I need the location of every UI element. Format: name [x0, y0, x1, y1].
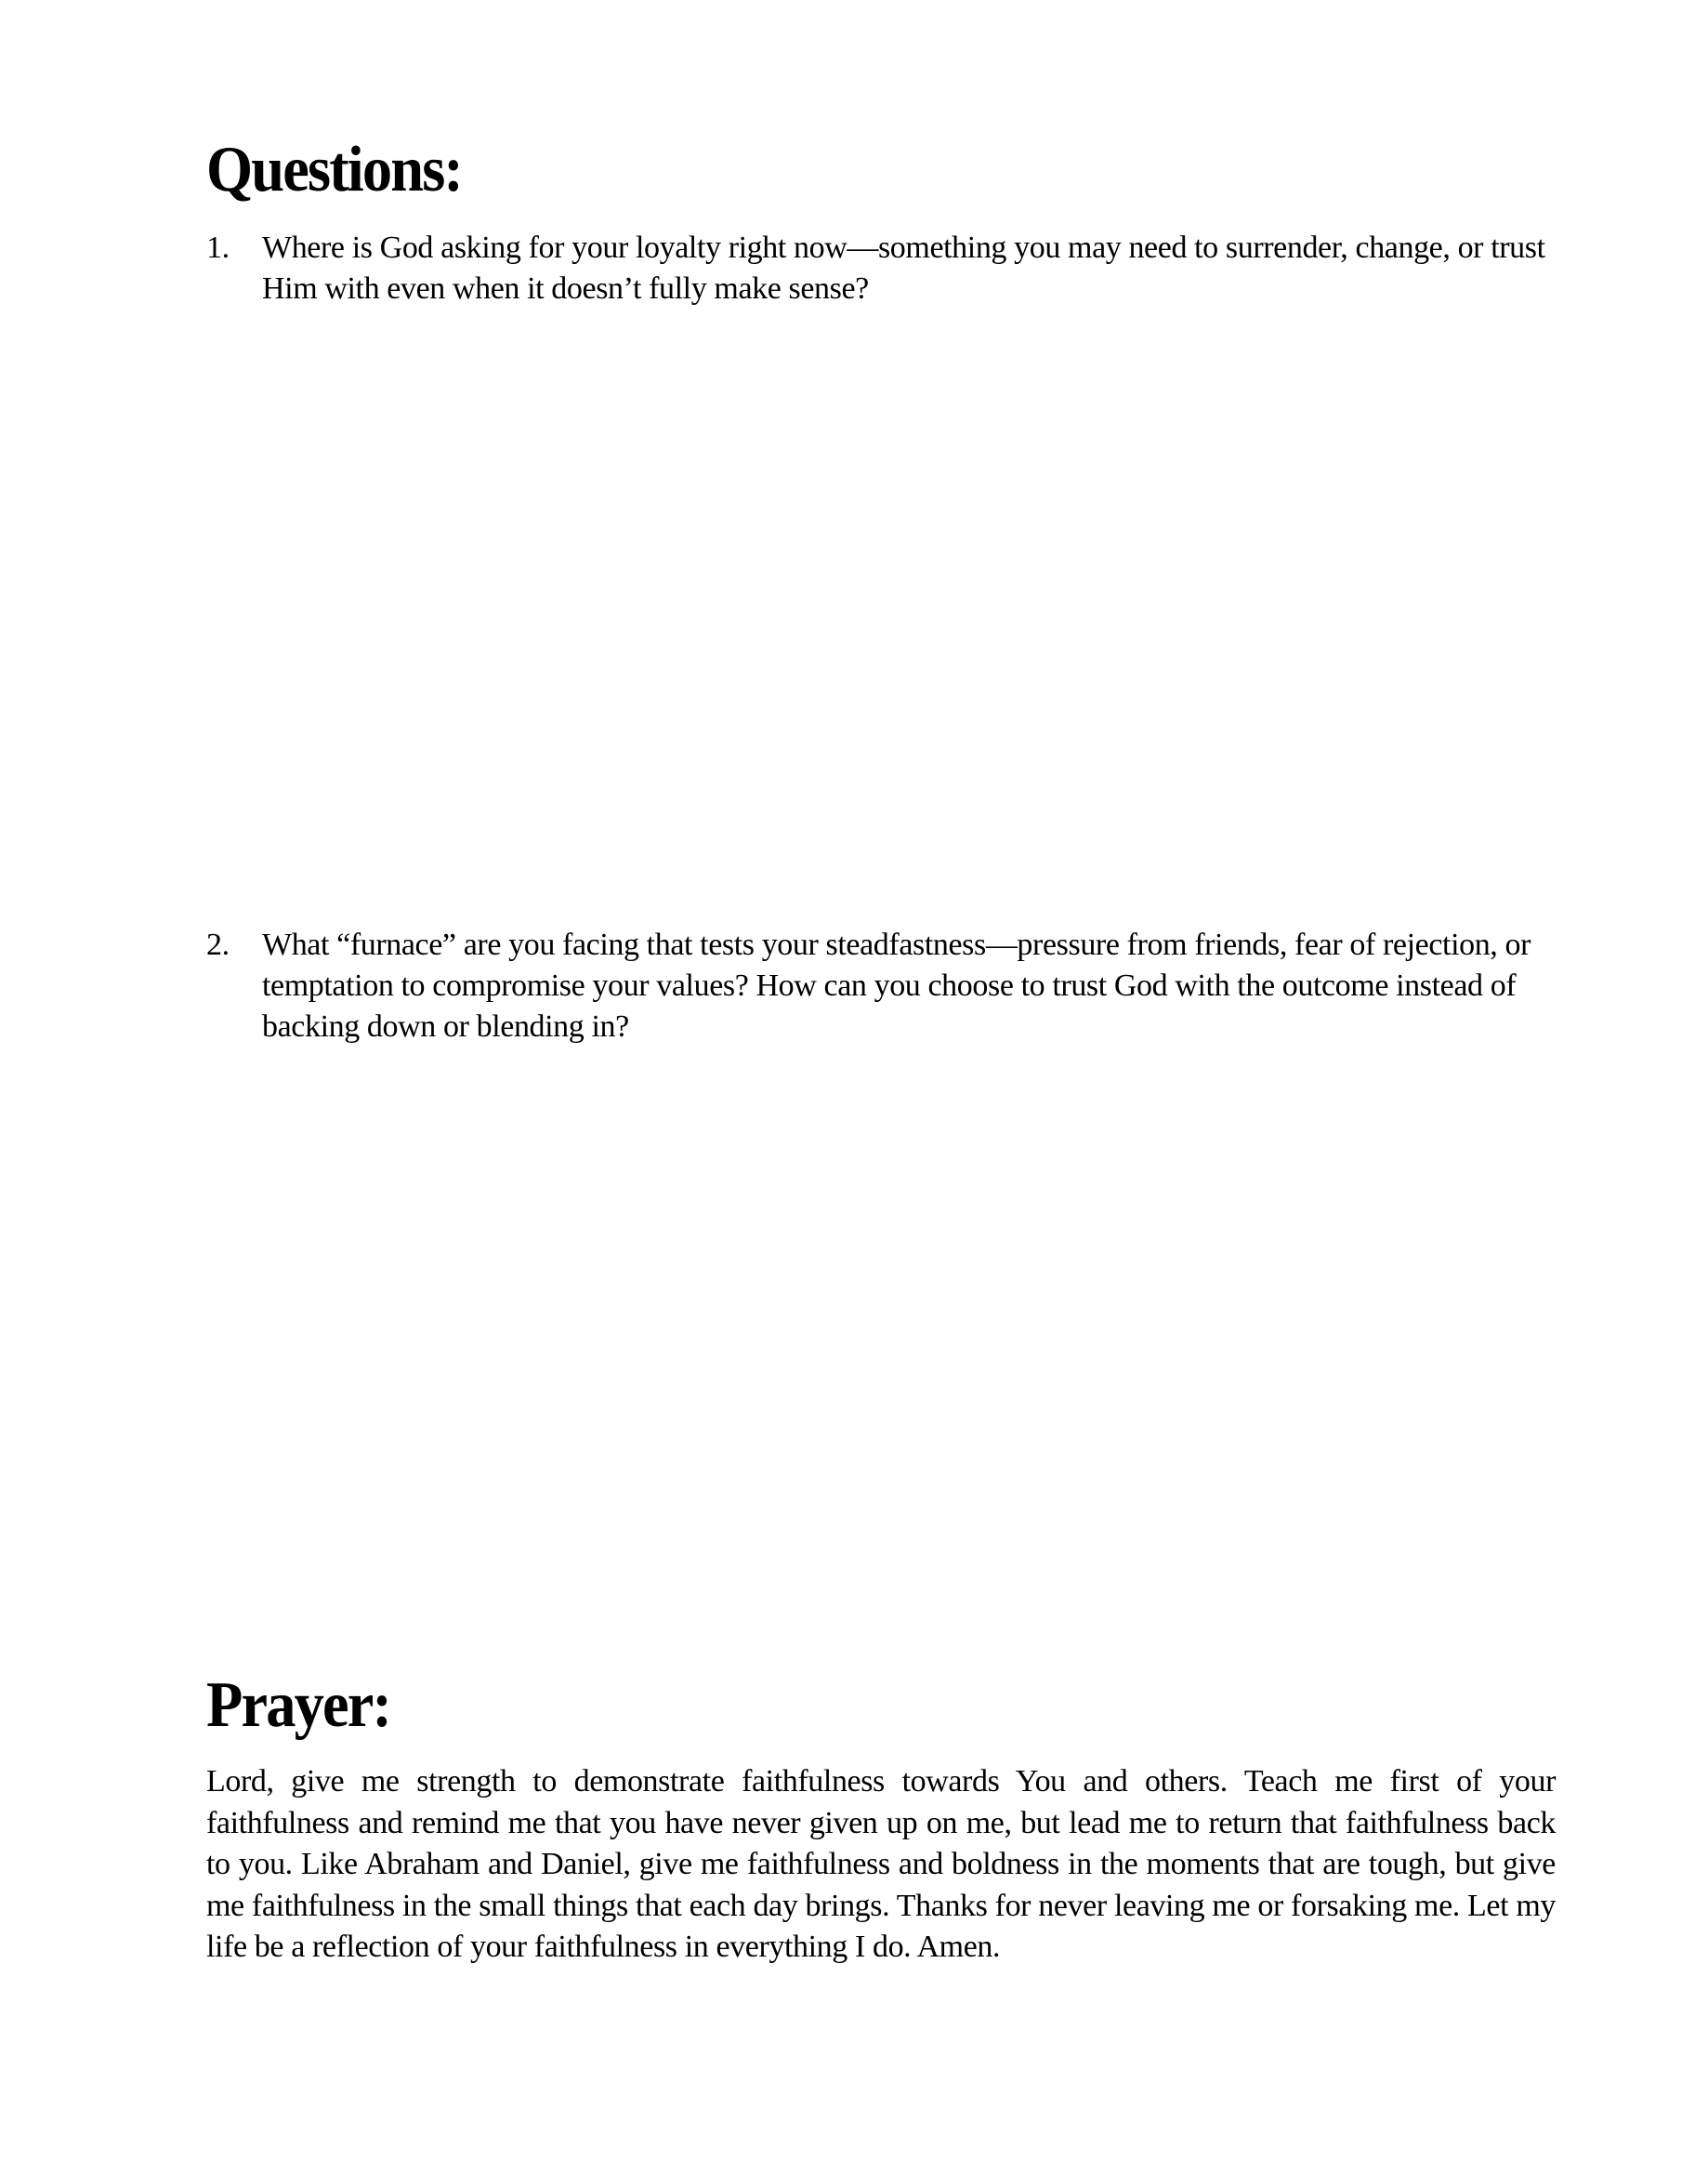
question-text: Where is God asking for your loyalty right now—something you may need to surrender, change, or trust Him with even when it doesn’t fully make sense?	[262, 231, 1545, 306]
question-text: What “furnace” are you facing that tests your steadfastness—pressure from friends, fear of rejection, or temptation to compromise your values? How can you choose to trust God with the outcome instead of backing down or blending in?	[262, 928, 1531, 1044]
question-item-1	[206, 228, 1556, 310]
question-number: 2.	[206, 928, 230, 962]
prayer-heading: Prayer:	[206, 1669, 391, 1741]
question-item-2	[206, 925, 1556, 1048]
question-number: 1.	[206, 231, 230, 265]
prayer-text: Lord, give me strength to demonstrate faithfulness towards You and others. Teach me first of your faithfulness and remind me that you have never given up on me, but lead me to return that faithfulness back to you. Like Abraham and Daniel, give me faithfulness and boldness in the moments that are tough, but give me faithfulness in the small things that each day brings. Thanks for never leaving me or forsaking me. Let my life be a reflection of your faithfulness in everything I do. Amen.	[206, 1764, 1556, 1964]
questions-heading: Questions:	[206, 134, 463, 205]
